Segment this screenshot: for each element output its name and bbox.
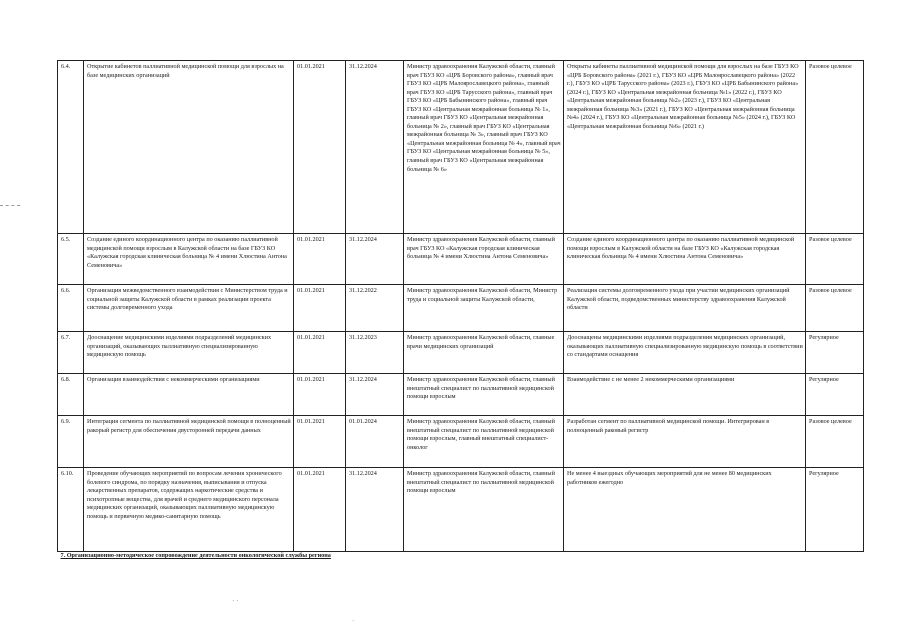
- row-number: 6.4.: [58, 61, 84, 234]
- activity-type: Регулярное: [806, 468, 864, 552]
- section-title: 7. Организационно-методическое сопровождение деятельности онкологической службы региона: [58, 552, 864, 562]
- expected-result: Не менее 4 выездных обучающих мероприятий для не менее 80 медицинских работников ежегодно: [564, 468, 806, 552]
- activity-name: Организация межведомственного взаимодействия с Министерством труда и социальной защиты Калужской области в рамках реализации проекта системы долговременного ухода: [84, 285, 294, 332]
- row-number: 6.9.: [58, 416, 84, 468]
- end-date: 31.12.2022: [346, 285, 404, 332]
- activity-name: Организация взаимодействия с некоммерческими организациями: [84, 374, 294, 416]
- row-number: 6.8.: [58, 374, 84, 416]
- action-plan-table: [57, 60, 864, 562]
- activity-name: Интеграция сегмента по паллиативной медицинской помощи в полноценный ракорый регистр для обеспечения двусторонней передачи данных: [84, 416, 294, 468]
- table-row: [58, 285, 864, 332]
- row-number: 6.10.: [58, 468, 84, 552]
- activity-type: Разовое целевое: [806, 416, 864, 468]
- row-number: 6.7.: [58, 332, 84, 374]
- activity-name: Проведение обучающих мероприятий по вопросам лечения хронического болевого синдрома, по порядку назначения, выписывания и отпуска лекарственных препаратов, содержащих наркотические средства и психотропные вещества, для врачей и среднего медицинского персонала медицинских организаций, оказывающих паллиативную медицинскую помощь и первичную медико-санитарную помощь: [84, 468, 294, 552]
- responsible-persons: Министр здравоохранения Калужской области, Министр труда и социальной защиты Калужской области,: [404, 285, 564, 332]
- responsible-persons: Министр здравоохранения Калужской области, главный врач ГБУЗ КО «ЦРБ Боровского района», главный врач ГБУЗ КО «ЦРБ Малоярославецкого района», главный врач ГБУЗ КО «ЦРБ Тарусского района», главный врач ГБУЗ КО «ЦРБ Бабынинского района», главный врач ГБУЗ КО «Центральная межрайонная больница № 1», главный врач ГБУЗ КО «Центральная межрайонная больница № 2», главный врач ГБУЗ КО «Центральная межрайонная больница № 3», главный врач ГБУЗ КО «Центральная межрайонная больница № 4», главный врач ГБУЗ КО «Центральная межрайонная больница № 5», главный врач ГБУЗ КО «Центральная межрайонная больница № 6»: [404, 61, 564, 234]
- end-date: 31.12.2024: [346, 61, 404, 234]
- end-date: 01.01.2024: [346, 416, 404, 468]
- activity-name: Дооснащение медицинскими изделиями подразделений медицинских организаций, оказывающих паллиативную специализированную медицинскую помощь: [84, 332, 294, 374]
- table-row: [58, 61, 864, 234]
- row-number: 6.5.: [58, 234, 84, 285]
- activity-type: Регулярное: [806, 332, 864, 374]
- end-date: 31.12.2024: [346, 374, 404, 416]
- start-date: 01.01.2021: [294, 416, 346, 468]
- responsible-persons: Министр здравоохранения Калужской области, главный врач ГБУЗ КО «Калужская городская клиническая больница № 4 имени Хлюстина Антона Семеновича»: [404, 234, 564, 285]
- scan-edge-mark: [0, 205, 20, 206]
- activity-name: Создание единого координационного центра по оказанию паллиативной медицинской помощи взрослым в Калужской области на базе ГБУЗ КО «Калужская городская клиническая больница № 4 имени Хлюстина Антона Семеновича»: [84, 234, 294, 285]
- activity-type: Разовое целевое: [806, 61, 864, 234]
- table-row: [58, 468, 864, 552]
- row-number: 6.6.: [58, 285, 84, 332]
- activity-name: Открытие кабинетов паллиативной медицинской помощи для взрослых на базе медицинских организаций: [84, 61, 294, 234]
- end-date: 31.12.2024: [346, 468, 404, 552]
- expected-result: Дооснащены медицинскими изделиями подразделения медицинских организаций, оказывающих паллиативную специализированную медицинскую помощь в соответствии со стандартами оснащения: [564, 332, 806, 374]
- start-date: 01.01.2021: [294, 234, 346, 285]
- activity-type: Разовое целевое: [806, 234, 864, 285]
- table-row: [58, 234, 864, 285]
- responsible-persons: Министр здравоохранения Калужской области, главный внештатный специалист по паллиативной медицинской помощи взрослым: [404, 468, 564, 552]
- expected-result: Взаимодействие с не менее 2 некоммерческими организациями: [564, 374, 806, 416]
- activity-type: Разовое целевое: [806, 285, 864, 332]
- start-date: 01.01.2021: [294, 468, 346, 552]
- expected-result: Открыты кабинеты паллиативной медицинской помощи для взрослых на базе ГБУЗ КО «ЦРБ Боровского района» (2021 г.), ГБУЗ КО «ЦРБ Малоярославецкого района» (2022 г.), ГБУЗ КО «ЦРБ Тарусского района» (2023 г.), ГБУЗ КО «ЦРБ Бабынинского района» (2024 г.), ГБУЗ КО «Центральная межрайонная больница №1» (2022 г.), ГБУЗ КО «Центральная межрайонная больница №2» (2023 г.), ГБУЗ КО «Центральная межрайонная больница №3» (2021 г.), ГБУЗ КО «Центральная межрайонная больница №4» (2024 г.), ГБУЗ КО «Центральная межрайонная больница №5» (2024 г.), ГБУЗ КО «Центральная межрайонная больница №6» (2021 г.): [564, 61, 806, 234]
- activity-type: Регулярное: [806, 374, 864, 416]
- scan-artifact-dot: ·: [352, 617, 355, 625]
- table-row: [58, 332, 864, 374]
- start-date: 01.01.2021: [294, 332, 346, 374]
- expected-result: Реализация системы долговременного ухода при участии медицинских организаций Калужской области, подведомственных министерству здравоохранения Калужской области: [564, 285, 806, 332]
- table-row: [58, 416, 864, 468]
- end-date: 31.12.2024: [346, 234, 404, 285]
- start-date: 01.01.2021: [294, 374, 346, 416]
- end-date: 31.12.2023: [346, 332, 404, 374]
- responsible-persons: Министр здравоохранения Калужской области, главные врачи медицинских организаций: [404, 332, 564, 374]
- section-header-row: [58, 552, 864, 562]
- expected-result: Разработан сегмент по паллиативной медицинской помощи. Интегрирован в полноценный раковый регистр: [564, 416, 806, 468]
- start-date: 01.01.2021: [294, 61, 346, 234]
- responsible-persons: Министр здравоохранения Калужской области, главный внештатный специалист по паллиативной медицинской помощи взрослым: [404, 374, 564, 416]
- start-date: 01.01.2021: [294, 285, 346, 332]
- expected-result: Создание единого координационного центра по оказанию паллиативной медицинской помощи взрослым в Калужской области на базе ГБУЗ КО «Калужская городская клиническая больница № 4 имени Хлюстина Антона Семеновича»: [564, 234, 806, 285]
- table-row: [58, 374, 864, 416]
- responsible-persons: Министр здравоохранения Калужской области, главный внештатный специалист по паллиативной медицинской помощи взрослым, главный внештатный специалист-онколог: [404, 416, 564, 468]
- scan-artifact-dots: · ·: [232, 597, 239, 605]
